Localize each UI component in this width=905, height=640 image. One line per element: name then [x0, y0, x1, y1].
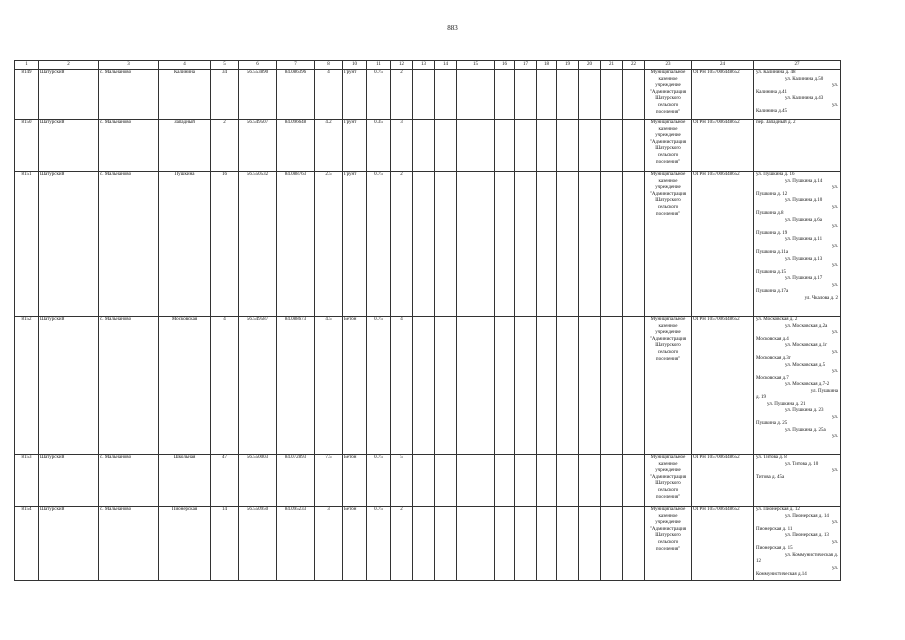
owner-cell: [645, 455, 692, 507]
settlement-cell: с. Мальнаново: [99, 317, 159, 455]
empty-cell: [457, 317, 495, 455]
district-cell: Шатурский: [39, 455, 99, 507]
empty-cell: [537, 317, 557, 455]
owner-line: "Администрация: [649, 89, 687, 95]
column-header-col-5: 5: [211, 61, 239, 70]
empty-cell: [495, 455, 515, 507]
district-cell: Шатурский: [39, 317, 99, 455]
owner-line: поселения": [655, 494, 681, 500]
settlement-cell: с. Мальнаново: [99, 455, 159, 507]
latitude-cell: 56.549507: [239, 120, 277, 172]
owner-line: учреждение: [655, 520, 681, 526]
address-line: ул.: [832, 330, 839, 335]
column-header-col-1: 1: [15, 61, 39, 70]
address-line: Московская д.3г: [756, 356, 791, 361]
settlement-cell: с. Мальнаново: [99, 70, 159, 120]
empty-cell: [515, 120, 537, 172]
empty-cell: [495, 120, 515, 172]
empty-cell: [457, 455, 495, 507]
address-cell: [754, 172, 841, 317]
house-count-cell: 4: [211, 317, 239, 455]
longitude-cell: 84.096648: [277, 120, 315, 172]
surface-cell: Грунт: [343, 70, 367, 120]
width-cell: 0.35: [367, 120, 391, 172]
district-cell: Шатурский: [39, 507, 99, 581]
address-line: ул.: [832, 282, 839, 288]
owner-line: сельского: [657, 152, 679, 158]
address-line: ул. Пушкина д.10: [785, 198, 823, 203]
district-cell: Шатурский: [39, 172, 99, 317]
column-header-col-18: 18: [537, 61, 557, 70]
empty-cell: [557, 317, 579, 455]
address-line: ул. Пионерская д. 12: [756, 507, 800, 512]
owner-line: казенное: [658, 323, 678, 329]
latitude-cell: 56.553890: [239, 70, 277, 120]
owner-line: учреждение: [655, 330, 681, 336]
column-header-col-11: 11: [367, 61, 391, 70]
owner-line: Муниципальное: [650, 507, 686, 512]
empty-cell: [579, 317, 601, 455]
street-cell: Московская: [159, 317, 211, 455]
owner-line: поселения": [655, 211, 681, 217]
house-count-cell: 16: [211, 172, 239, 317]
empty-cell: [457, 70, 495, 120]
owner-line: поселения": [655, 356, 681, 362]
quantity-cell: 2: [391, 172, 413, 317]
address-line: д. 19: [756, 395, 767, 400]
empty-cell: [579, 455, 601, 507]
owner-line: "Администрация: [649, 336, 687, 342]
record-id: 8150: [15, 120, 39, 172]
owner-line: казенное: [658, 461, 678, 467]
owner-line: учреждение: [655, 468, 681, 474]
width-cell: 0.75: [367, 507, 391, 581]
owner-cell: [645, 317, 692, 455]
surface-cell: Грунт: [343, 172, 367, 317]
column-header-col-12: 12: [391, 61, 413, 70]
empty-cell: [623, 455, 645, 507]
quantity-cell: 4: [391, 317, 413, 455]
address-line: ул.: [832, 434, 839, 439]
owner-cell: [645, 172, 692, 317]
empty-cell: [557, 507, 579, 581]
address-line: ул.: [832, 243, 839, 249]
column-header-col-8: 8: [315, 61, 343, 70]
address-line: Калинина д.45: [756, 109, 787, 114]
address-line: Пушкина д.11а: [756, 250, 789, 255]
address-line: Калинина д.41: [756, 89, 787, 95]
owner-line: "Администрация: [649, 191, 687, 197]
length-cell: 2.5: [315, 172, 343, 317]
house-count-cell: 34: [211, 70, 239, 120]
column-header-col-7: 7: [277, 61, 315, 70]
address-cell: [754, 455, 841, 507]
quantity-cell: 3: [391, 120, 413, 172]
latitude-cell: 56.550003: [239, 455, 277, 507]
address-line: ул.: [832, 539, 839, 545]
owner-line: поселения": [655, 109, 681, 115]
owner-line: сельского: [657, 204, 679, 210]
address-line: Коммунистическая д.14: [756, 572, 807, 577]
empty-cell: [537, 507, 557, 581]
quantity-cell: 2: [391, 507, 413, 581]
surface-cell: Грунт: [343, 120, 367, 172]
owner-line: сельского: [657, 539, 679, 545]
address-line: ул. Калинина д. 48: [756, 70, 796, 75]
longitude-cell: 84.088673: [277, 317, 315, 455]
empty-cell: [457, 507, 495, 581]
empty-cell: [435, 70, 457, 120]
owner-line: Муниципальное: [650, 172, 686, 177]
house-count-cell: 2: [211, 120, 239, 172]
address-line: ул. Московская д.2а: [785, 323, 828, 329]
owner-line: учреждение: [655, 133, 681, 139]
length-cell: 4.5: [315, 317, 343, 455]
ogrn-cell: ОГРН 1057006448652: [692, 120, 754, 172]
surface-cell: Бетон: [343, 317, 367, 455]
address-line: Пушкина д.8: [756, 211, 784, 216]
column-header-col-2: 2: [39, 61, 99, 70]
ogrn-cell: ОГРН 1057006448652: [692, 172, 754, 317]
owner-line: Муниципальное: [650, 317, 686, 322]
address-line: ул. Калинина д.43: [785, 96, 824, 101]
empty-cell: [579, 507, 601, 581]
empty-cell: [623, 70, 645, 120]
owner-line: сельского: [657, 102, 679, 108]
empty-cell: [515, 172, 537, 317]
record-id: 8154: [15, 507, 39, 581]
owner-line: сельского: [657, 487, 679, 493]
table-row: [15, 317, 841, 455]
table-row: [15, 455, 841, 507]
street-cell: Школьная: [159, 455, 211, 507]
column-header-col-27: 27: [754, 61, 841, 70]
address-line: ул. Пушкина: [810, 388, 839, 394]
empty-cell: [435, 455, 457, 507]
owner-line: Шатурского: [655, 481, 681, 487]
ogrn-cell: ОГРН 1057006448652: [692, 70, 754, 120]
empty-cell: [515, 317, 537, 455]
address-line: ул. Московская д.5: [785, 362, 826, 368]
column-header-col-17: 17: [515, 61, 537, 70]
owner-line: Шатурского: [655, 533, 681, 539]
address-line: ул.: [832, 83, 839, 88]
column-header-col-3: 3: [99, 61, 159, 70]
owner-line: сельского: [657, 349, 679, 355]
empty-cell: [515, 455, 537, 507]
ogrn-cell: ОГРН 1057006448652: [692, 455, 754, 507]
column-header-col-22: 22: [623, 61, 645, 70]
longitude-cell: 84.086396: [277, 70, 315, 120]
owner-line: учреждение: [655, 185, 681, 191]
address-line: ул. Пионерская д. 13: [785, 533, 829, 538]
address-line: ул.: [832, 565, 839, 571]
owner-line: учреждение: [655, 83, 681, 89]
column-header-col-19: 19: [557, 61, 579, 70]
street-cell: Пушкина: [159, 172, 211, 317]
empty-cell: [435, 317, 457, 455]
empty-cell: [601, 70, 623, 120]
address-line: Пушкина д. 25: [756, 421, 788, 426]
width-cell: 0.75: [367, 172, 391, 317]
owner-line: казенное: [658, 126, 678, 132]
address-line: ул.: [832, 204, 839, 210]
empty-cell: [495, 172, 515, 317]
owner-line: Шатурского: [655, 96, 681, 102]
longitude-cell: 84.072893: [277, 455, 315, 507]
empty-cell: [537, 455, 557, 507]
address-line: ул. Калинина д.50: [785, 76, 824, 82]
address-line: ул. Московская д.1г: [785, 343, 828, 348]
street-cell: Калинина: [159, 70, 211, 120]
record-id: 8151: [15, 172, 39, 317]
address-line: Пушкина д. 12: [756, 191, 788, 197]
owner-line: "Администрация: [649, 526, 687, 532]
empty-cell: [515, 507, 537, 581]
empty-cell: [537, 172, 557, 317]
address-cell: [754, 507, 841, 581]
address-line: ул.: [832, 468, 839, 473]
address-line: ул.: [832, 414, 839, 420]
empty-cell: [413, 507, 435, 581]
empty-cell: [435, 172, 457, 317]
width-cell: 0.75: [367, 70, 391, 120]
empty-cell: [601, 120, 623, 172]
quantity-cell: 2: [391, 70, 413, 120]
street-cell: Пионерская: [159, 507, 211, 581]
address-line: Московская д.4: [756, 336, 789, 342]
surface-cell: Бетон: [343, 455, 367, 507]
column-header-col-6: 6: [239, 61, 277, 70]
latitude-cell: 56.550950: [239, 507, 277, 581]
owner-line: поселения": [655, 546, 681, 552]
empty-cell: [413, 70, 435, 120]
width-cell: 0.75: [367, 317, 391, 455]
empty-cell: [623, 507, 645, 581]
address-line: ул.: [832, 263, 839, 268]
latitude-cell: 56.549587: [239, 317, 277, 455]
length-cell: 7.5: [315, 455, 343, 507]
address-line: ул. Чкалова д. 2: [804, 295, 839, 301]
empty-cell: [623, 172, 645, 317]
record-id: 8153: [15, 455, 39, 507]
empty-cell: [601, 317, 623, 455]
district-cell: Шатурский: [39, 120, 99, 172]
address-line: ул.: [832, 185, 839, 190]
owner-line: Муниципальное: [650, 455, 686, 460]
empty-cell: [601, 507, 623, 581]
address-line: ул. Титова д. 8: [756, 455, 787, 460]
ogrn-cell: ОГРН 1057006448652: [692, 507, 754, 581]
empty-cell: [457, 120, 495, 172]
address-line: ул. Коммунистическая д.: [785, 552, 839, 558]
empty-cell: [495, 507, 515, 581]
table-row: [15, 507, 841, 581]
owner-line: "Администрация: [649, 474, 687, 480]
owner-cell: [645, 507, 692, 581]
column-header-col-10: 10: [343, 61, 367, 70]
empty-cell: [413, 455, 435, 507]
address-line: ул.: [832, 369, 839, 374]
empty-cell: [413, 317, 435, 455]
settlement-cell: с. Мальнаново: [99, 172, 159, 317]
empty-cell: [623, 317, 645, 455]
latitude-cell: 56.550532: [239, 172, 277, 317]
address-line: Пионерская д. 11: [756, 526, 793, 532]
settlement-cell: с. Мальнаново: [99, 507, 159, 581]
address-line: Пушкина д.15: [756, 269, 787, 275]
record-id: 8152: [15, 317, 39, 455]
column-header-col-4: 4: [159, 61, 211, 70]
address-line: ул. Пушкина д. 21: [767, 401, 806, 407]
owner-cell: [645, 70, 692, 120]
owner-line: "Администрация: [649, 139, 687, 145]
address-line: ул. Титова д. 10: [785, 461, 819, 467]
empty-cell: [579, 172, 601, 317]
owner-line: казенное: [658, 76, 678, 82]
length-cell: 3: [315, 507, 343, 581]
owner-line: Шатурского: [655, 146, 681, 152]
address-cell: [754, 120, 841, 172]
house-count-cell: 47: [211, 455, 239, 507]
owner-line: Муниципальное: [650, 120, 686, 125]
column-header-col-20: 20: [579, 61, 601, 70]
empty-cell: [579, 70, 601, 120]
empty-cell: [413, 120, 435, 172]
address-line: ул. Московская д. 2: [756, 317, 798, 322]
column-header-col-23: 23: [645, 61, 692, 70]
table-row: [15, 172, 841, 317]
owner-line: казенное: [658, 513, 678, 519]
empty-cell: [413, 172, 435, 317]
address-line: Пионерская д. 15: [756, 546, 793, 551]
settlement-cell: с. Мальнаново: [99, 120, 159, 172]
surface-cell: Бетон: [343, 507, 367, 581]
address-line: пер. Западный д. 2: [756, 120, 796, 125]
address-line: ул.: [832, 349, 839, 355]
address-line: Московская д.7: [756, 375, 789, 381]
column-header-col-21: 21: [601, 61, 623, 70]
empty-cell: [495, 70, 515, 120]
district-cell: Шатурский: [39, 70, 99, 120]
address-line: Пушкина д. 19: [756, 230, 788, 236]
empty-cell: [435, 120, 457, 172]
column-header-col-24: 24: [692, 61, 754, 70]
address-line: Титова д. 45а: [756, 474, 785, 480]
owner-line: казенное: [658, 178, 678, 184]
column-header-row: [15, 61, 841, 70]
address-line: ул.: [832, 224, 839, 229]
address-line: ул.: [832, 520, 839, 525]
empty-cell: [557, 120, 579, 172]
address-line: 12: [756, 559, 761, 564]
empty-cell: [495, 317, 515, 455]
owner-line: Шатурского: [655, 198, 681, 204]
address-line: ул. Пушкина д. 25а: [785, 427, 826, 433]
empty-cell: [557, 455, 579, 507]
quantity-cell: 5: [391, 455, 413, 507]
address-line: ул. Пушкина д.14: [785, 178, 823, 184]
empty-cell: [537, 70, 557, 120]
owner-line: поселения": [655, 159, 681, 165]
register-table: [14, 60, 841, 581]
page-number: 883: [447, 24, 458, 32]
column-header-col-13: 13: [413, 61, 435, 70]
address-cell: [754, 70, 841, 120]
address-line: ул. Пушкина д.11: [785, 237, 823, 242]
empty-cell: [601, 172, 623, 317]
longitude-cell: 84.095233: [277, 507, 315, 581]
longitude-cell: 84.088763: [277, 172, 315, 317]
table-row: [15, 120, 841, 172]
ogrn-cell: ОГРН 1057006448652: [692, 317, 754, 455]
owner-line: Муниципальное: [650, 70, 686, 75]
address-line: ул. Пушкина д. 23: [785, 408, 824, 413]
address-line: ул. Пушкина д.17: [785, 276, 823, 281]
empty-cell: [435, 507, 457, 581]
empty-cell: [557, 70, 579, 120]
address-line: Пушкина д.17а: [756, 289, 789, 294]
column-header-col-14: 14: [435, 61, 457, 70]
owner-line: Шатурского: [655, 343, 681, 349]
length-cell: 4: [315, 70, 343, 120]
address-line: ул. Пионерская д. 14: [785, 513, 829, 519]
empty-cell: [601, 455, 623, 507]
address-line: ул. Пушкина д.6а: [785, 217, 822, 223]
address-cell: [754, 317, 841, 455]
address-line: ул. Московская д.7-2: [785, 382, 830, 387]
owner-cell: [645, 120, 692, 172]
address-line: ул. Пушкина д. 16: [756, 172, 795, 177]
street-cell: Западный: [159, 120, 211, 172]
empty-cell: [537, 120, 557, 172]
record-id: 8149: [15, 70, 39, 120]
column-header-col-15: 15: [457, 61, 495, 70]
length-cell: 4.2: [315, 120, 343, 172]
width-cell: 0.75: [367, 455, 391, 507]
empty-cell: [515, 70, 537, 120]
empty-cell: [623, 120, 645, 172]
column-header-col-16: 16: [495, 61, 515, 70]
table-row: [15, 70, 841, 120]
empty-cell: [579, 120, 601, 172]
address-line: ул.: [832, 102, 839, 108]
address-line: ул. Пушкина д.13: [785, 256, 823, 262]
empty-cell: [557, 172, 579, 317]
house-count-cell: 14: [211, 507, 239, 581]
empty-cell: [457, 172, 495, 317]
